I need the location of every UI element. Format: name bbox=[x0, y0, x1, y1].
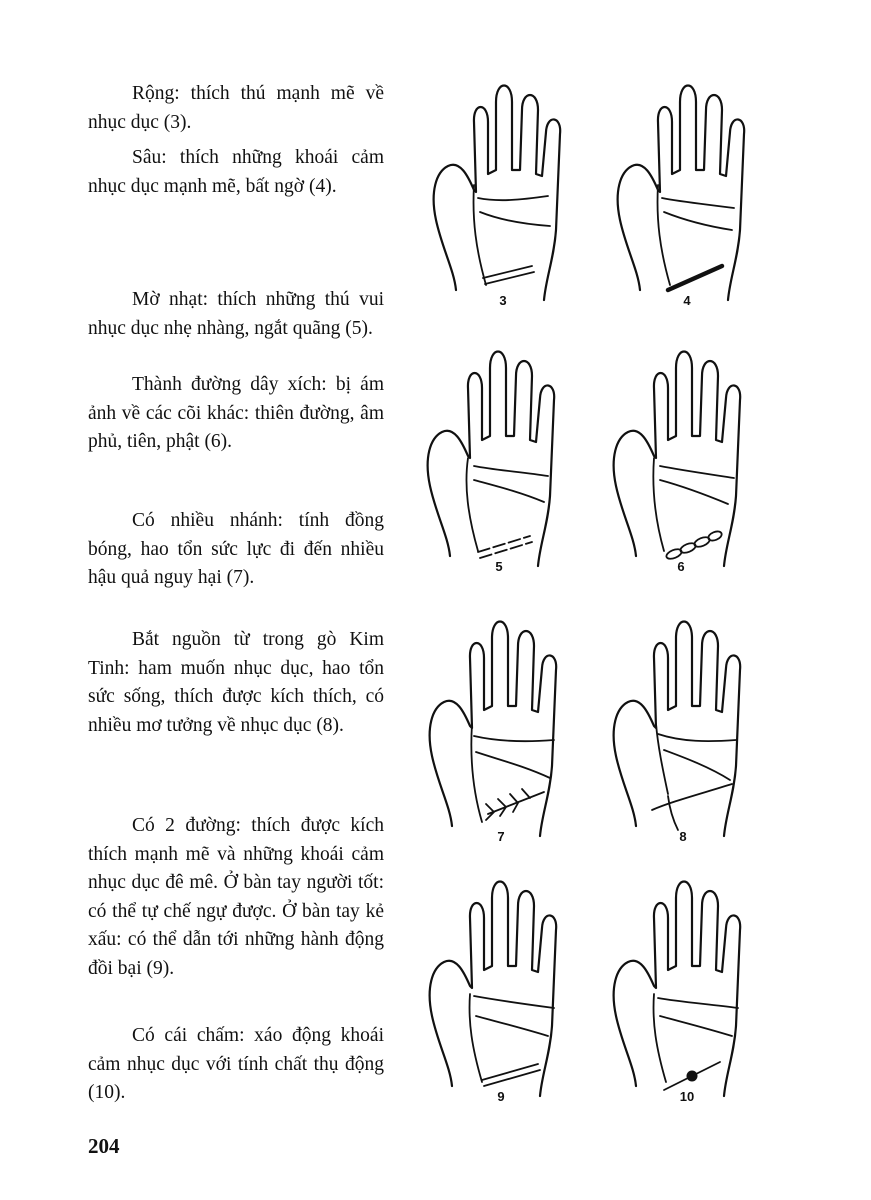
hand-figure-10 bbox=[608, 876, 758, 1116]
figure-label: 10 bbox=[679, 1089, 695, 1104]
hand-figure-4 bbox=[612, 80, 762, 320]
figure-label: 4 bbox=[683, 293, 691, 308]
page-number: 204 bbox=[88, 1134, 120, 1158]
hand-figure-5 bbox=[422, 346, 572, 586]
paragraph-deep: Sâu: thích những khoái cảm nhục dục mạnh mẽ, bất ngờ (4). bbox=[88, 147, 384, 197]
figure-label: 5 bbox=[495, 559, 503, 574]
figure-label: 9 bbox=[497, 1089, 505, 1104]
paragraph-dot: Có cái chấm: xáo động khoái cảm nhục dục với tính chất thụ động (10). bbox=[88, 1025, 384, 1103]
hand-figure-7 bbox=[424, 616, 574, 856]
paragraph-branches: Có nhiều nhánh: tính đồng bóng, hao tổn sức lực đi đến nhiều hậu quả nguy hại (7). bbox=[88, 510, 384, 588]
figure-label: 6 bbox=[677, 559, 685, 574]
paragraph-two-lines: Có 2 đường: thích được kích thích mạnh mẽ và những khoái cảm nhục dục đê mê. Ở bàn tay người tốt: có thể tự chế ngự được. Ở bàn tay kẻ xấu: có thể dẫn tới những hành động đồi bại (9). bbox=[88, 815, 384, 979]
figure-label: 8 bbox=[679, 829, 687, 844]
hand-figure-6 bbox=[608, 346, 758, 586]
hand-figure-8 bbox=[608, 616, 758, 856]
paragraph-wide: Rộng: thích thú mạnh mẽ về nhục dục (3). bbox=[88, 83, 384, 133]
paragraph-chain: Thành đường dây xích: bị ám ảnh về các cõi khác: thiên đường, âm phủ, tiên, phật (6). bbox=[88, 374, 384, 452]
paragraph-faint: Mờ nhạt: thích những thú vui nhục dục nhẹ nhàng, ngắt quãng (5). bbox=[88, 289, 384, 339]
figure-label: 7 bbox=[497, 829, 505, 844]
figure-label: 3 bbox=[499, 293, 507, 308]
paragraph-venus-mount: Bắt nguồn từ trong gò Kim Tinh: ham muốn nhục dục, hao tổn sức sống, thích được kích thích, có nhiều mơ tưởng về nhục dục (8). bbox=[88, 629, 384, 736]
hand-figure-9 bbox=[424, 876, 574, 1116]
hand-figure-3 bbox=[428, 80, 578, 320]
